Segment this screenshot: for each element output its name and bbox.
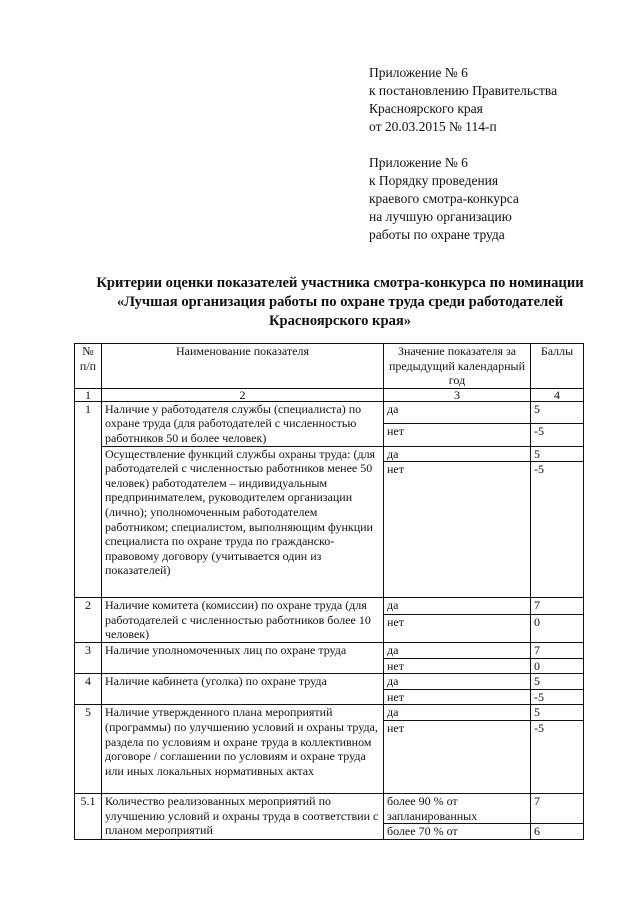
table-row xyxy=(75,793,584,823)
indicator-value: да xyxy=(384,598,531,615)
appendix-line: от 20.03.2015 № 114-п xyxy=(369,119,497,134)
indicator-points: 5 xyxy=(531,705,584,721)
indicator-value: нет xyxy=(384,462,531,598)
indicator-value: да xyxy=(384,642,531,658)
row-number: 4 xyxy=(75,674,102,705)
table-row xyxy=(75,446,584,462)
indicator-points: 5 xyxy=(531,674,584,690)
appendix-line: работы по охране труда xyxy=(369,227,505,242)
header-points: Баллы xyxy=(531,344,584,389)
indicator-value: нет xyxy=(384,689,531,705)
document-title xyxy=(60,274,620,331)
indicator-value: нет xyxy=(384,720,531,793)
table-row xyxy=(75,705,584,721)
appendix-line: к постановлению Правительства xyxy=(369,83,558,98)
header-name: Наименование показателя xyxy=(102,344,384,389)
title-line: «Лучшая организация работы по охране труда среди работодателей xyxy=(116,294,564,310)
indicator-value: более 70 % от xyxy=(384,824,531,840)
indicator-points: 0 xyxy=(531,614,584,642)
appendix-line: к Порядку проведения xyxy=(369,173,499,188)
indicator-points: 7 xyxy=(531,642,584,658)
title-line: Красноярского края» xyxy=(268,313,412,329)
appendix-line: на лучшую организацию xyxy=(369,209,512,224)
indicator-value: нет xyxy=(384,424,531,446)
column-number: 3 xyxy=(384,388,531,401)
indicator-value: более 90 % от запланированных xyxy=(384,793,531,823)
indicator-value: да xyxy=(384,674,531,690)
indicator-points: -5 xyxy=(531,462,584,598)
header-num: № п/п xyxy=(75,344,102,389)
column-number: 2 xyxy=(102,388,384,401)
indicator-points: 5 xyxy=(531,446,584,462)
indicator-value: да xyxy=(384,401,531,423)
indicator-name: Наличие утвержденного плана мероприятий (программы) по улучшению условий и охраны труда, раздела по условиям и охране труда в коллективном договоре / соглашении по условиям и охране труда или иных локальных нормативных актах xyxy=(102,705,384,794)
appendix-line: Приложение № 6 xyxy=(369,155,468,170)
indicator-name: Наличие у работодателя службы (специалиста) по охране труда (для работодателей с численностью работников 50 и более человек) xyxy=(102,401,384,446)
indicator-points: -5 xyxy=(531,720,584,793)
table-row xyxy=(75,598,584,615)
row-number: 3 xyxy=(75,642,102,673)
indicator-points: 7 xyxy=(531,793,584,823)
appendix-government-decree xyxy=(369,64,557,136)
column-number: 1 xyxy=(75,388,102,401)
indicator-points: -5 xyxy=(531,689,584,705)
appendix-line: краевого смотра-конкурса xyxy=(369,191,519,206)
indicator-value: да xyxy=(384,705,531,721)
indicator-points: 7 xyxy=(531,598,584,615)
table-row xyxy=(75,401,584,423)
indicator-name: Осуществление функций службы охраны труда: (для работодателей с численностью работников менее 50 человек) работодателем – индивидуальным предпринимателем, руководителем организации (лично); уполномоченным работодателем работником; специалистом, выполняющим функции специалиста по охране труда по гражданско-правовому договору (учитывается один из показателей) xyxy=(102,446,384,598)
indicator-name: Количество реализованных мероприятий по улучшению условий и охраны труда в соответствии с планом мероприятий xyxy=(102,793,384,839)
title-line: Критерии оценки показателей участника смотра-конкурса по номинации xyxy=(96,275,584,291)
row-number: 5 xyxy=(75,705,102,794)
indicator-name: Наличие кабинета (уголка) по охране труда xyxy=(102,674,384,705)
row-number: 5.1 xyxy=(75,793,102,839)
column-number: 4 xyxy=(531,388,584,401)
indicator-points: 6 xyxy=(531,824,584,840)
row-number: 1 xyxy=(75,401,102,597)
indicator-points: 5 xyxy=(531,401,584,423)
indicator-value: да xyxy=(384,446,531,462)
appendix-line: Красноярского края xyxy=(369,101,483,116)
indicator-value: нет xyxy=(384,658,531,674)
row-number: 2 xyxy=(75,598,102,643)
appendix-line: Приложение № 6 xyxy=(369,65,468,80)
indicator-value: нет xyxy=(384,614,531,642)
table-header-row xyxy=(75,344,584,389)
indicator-points: 0 xyxy=(531,658,584,674)
indicator-name: Наличие уполномоченных лиц по охране труда xyxy=(102,642,384,673)
criteria-table xyxy=(74,343,584,840)
appendix-procedure xyxy=(369,154,519,244)
table-row xyxy=(75,642,584,658)
header-value: Значение показателя за предыдущий календарный год xyxy=(384,344,531,389)
indicator-name: Наличие комитета (комиссии) по охране труда (для работодателей с численностью работников более 10 человек) xyxy=(102,598,384,643)
table-row xyxy=(75,674,584,690)
column-number-row xyxy=(75,388,584,401)
indicator-points: -5 xyxy=(531,424,584,446)
